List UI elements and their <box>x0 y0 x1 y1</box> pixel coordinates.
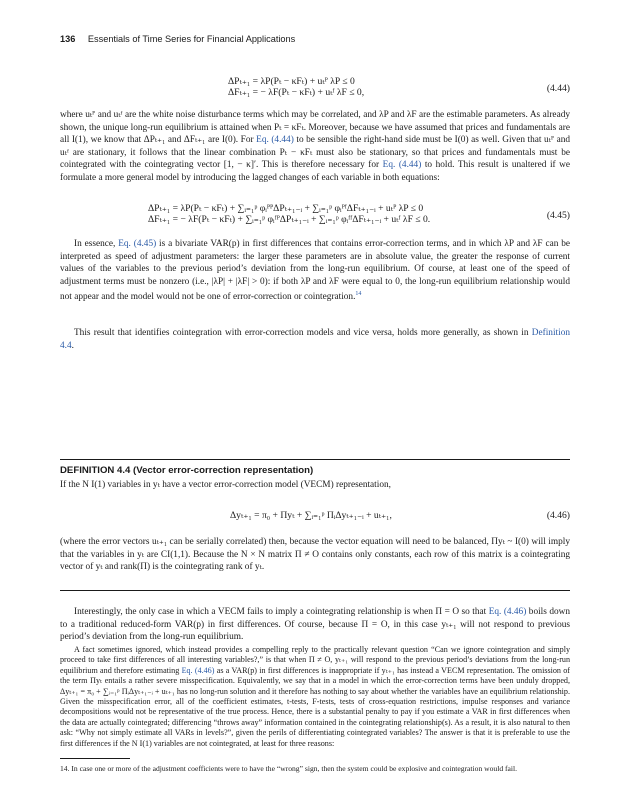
definition-bottom-rule <box>60 590 570 591</box>
book-title: Essentials of Time Series for Financial Applications <box>87 34 296 44</box>
equation-number-4-46: (4.46) <box>546 510 570 521</box>
text: A fact sometimes ignored, which instead provides a compelling reply to the practically relevant question “Can we ignore cointegration and simply proceed to take first differences of all interesting variables?,” is that when Π ≠ O, yₜ₊₁ will respond to the previous period’s deviations from the long-run equilibrium and therefore estimating <box>60 645 570 675</box>
eq-4-44-link[interactable]: Eq. (4.44) <box>256 135 294 146</box>
equation-4-45 <box>148 203 430 225</box>
paragraph-speed-of-adjustment <box>60 238 570 304</box>
paragraph-definition-intro <box>60 327 570 352</box>
text: to hold. This result is unaltered if we formulate a more general model by introducing the lagged changes of each variable in both equations: <box>60 160 571 183</box>
definition-body: (where the error vectors uₜ₊₁ can be serially correlated) then, because the vector equation will need to be balanced, Πyₜ ~ I(0) will imply that the variables in yₜ are CI(1,1). Because the N × N matrix Π ≠ O contains only constants, each row of this matrix is a cointegrating vector of yₜ and rank(Π) is the cointegrating rank of yₜ. <box>60 537 570 573</box>
paragraph-ignore-cointegration <box>60 645 570 749</box>
definition-title: DEFINITION 4.4 (Vector error-correction representation) <box>60 465 314 476</box>
text: This result that identifies cointegration with error-correction models and vice versa, holds more generally, as shown in <box>74 328 532 338</box>
footnote-rule <box>60 758 130 759</box>
definition-intro: If the N I(1) variables in yₜ have a vector error-correction model (VECM) representation, <box>60 480 391 490</box>
text: . <box>71 340 74 351</box>
footnote-14: 14. In case one or more of the adjustment coefficients were to have the “wrong” sign, then the system could be explosive and cointegration would fail. <box>60 764 518 773</box>
equation-4-46: Δyₜ₊₁ = π₀ + Πyₜ + ∑ᵢ₌₁ᵖ ΠᵢΔyₜ₊₁₋ᵢ + uₜ₊₁, <box>230 510 392 521</box>
definition-4-4-link[interactable]: Definition 4.4 <box>60 328 570 351</box>
text: In essence, <box>74 239 119 249</box>
eq-4-45-link[interactable]: Eq. (4.45) <box>118 239 157 249</box>
equation-number-4-44: (4.44) <box>546 83 570 94</box>
eq-4-44-link[interactable]: Eq. (4.44) <box>382 160 422 171</box>
equation-4-44-line-2: ΔFₜ₊₁ = − λF(Pₜ − κFₜ) + uₜᶠ λF ≤ 0, <box>228 87 365 98</box>
text: to be sensible the right-hand side must be I(0) as well. Given that uₜᴾ and uₜᶠ are stationary, it follows that the linear combination Pₜ − κFₜ must also be stationary, so that prices and fundamentals must be cointegrated with the cointegrating vector [1, − κ]′. This is therefore necessary for <box>60 135 571 171</box>
equation-4-44 <box>228 76 364 98</box>
equation-4-45-line-1: ΔPₜ₊₁ = λP(Pₜ − κFₜ) + ∑ᵢ₌₁ᵖ φᵢᴾᴾΔPₜ₊₁₋ᵢ + ∑ᵢ₌₁ᵖ φᵢᴾᶠΔFₜ₊₁₋ᵢ + uₜᴾ λP ≤ 0 <box>148 203 424 214</box>
eq-4-46-link[interactable]: Eq. (4.46) <box>181 665 215 675</box>
text: as a VAR(p) in first differences is inappropriate if yₜ₊₁ has instead a VECM representation. The omission of the term Πyₜ entails a rather severe misspecification. Equivalently, we say that in a model in which the error-correction terms have been unduly dropped, Δyₜ₊₁ = π₀ + ∑ᵢ₌₁ᵖ ΠᵢΔyₜ₊₁₋ᵢ + uₜ₊₁ has no long-run solution and it therefore has nothing to say about whether the variables have an equilibrium relationship. Given the misspecification error, all of the coefficient estimates, t-tests, F-tests, tests of cross-equation restrictions, impulse responses and variance decompositions would not be representative of the true process. Hence, there is a substantial penalty to pay if you estimate a VAR in first differences when the data are actually cointegrated; differencing “throws away” information contained in the cointegrating relationship(s). As a result, it is also natural to then ask: “Why not simply estimate all VARs in levels?”, given the perils of differentiating cointegrated variables? The answer is that it is preferable to use the first differences if the N I(1) variables are not cointegrated, at least for three reasons: <box>60 665 570 748</box>
text: boils down to a traditional reduced-form VAR(p) in first differences. Of course, because Π = O, in this case yₜ₊₁ will not respond to previous period’s deviation from the long-run equilibrium. <box>60 607 571 643</box>
paragraph-eq-4-44-explanation <box>60 109 570 185</box>
equation-number-4-45: (4.45) <box>546 210 570 221</box>
text: where uₜᴾ and uₜᶠ are the white noise disturbance terms which may be correlated, and λP and λF are the estimable parameters. As already shown, the unique long-run equilibrium is attained when Pₜ = κFₜ. Moreover, because we have assumed that prices and fundamentals are all I(1), we know that ΔPₜ₊₁ and ΔFₜ₊₁ are I(0). For <box>60 110 570 146</box>
definition-top-rule <box>60 459 570 460</box>
page-number: 136 <box>60 34 76 44</box>
paragraph-vecm-failure <box>60 606 570 644</box>
equation-4-44-line-1: ΔPₜ₊₁ = λP(Pₜ − κFₜ) + uₜᴾ λP ≤ 0 <box>228 76 355 87</box>
running-head <box>60 34 570 44</box>
footnote-ref-14[interactable]: 14 <box>355 291 362 298</box>
text: Interestingly, the only case in which a VECM fails to imply a cointegrating relationship is when Π = O so that <box>74 607 489 617</box>
equation-4-45-line-2: ΔFₜ₊₁ = − λF(Pₜ − κFₜ) + ∑ᵢ₌₁ᵖ φᵢᶠᴾΔPₜ₊₁₋ᵢ + ∑ᵢ₌₁ᵖ φᵢᶠᶠΔFₜ₊₁₋ᵢ + uₜᶠ λF ≤ 0. <box>148 214 431 225</box>
eq-4-46-link[interactable]: Eq. (4.46) <box>488 607 527 617</box>
text: is a bivariate VAR(p) in first differences that contains error-correction terms, and in which λP and λF can be interpreted as speed of adjustment parameters: the larger these parameters are in absolute value, the greater the response of current values of the variables to the previous period’s deviation from the long-run equilibrium. Of course, at least one of the speed of adjustment terms must be nonzero (i.e., |λP| + |λF| > 0): if both λP and λF were equal to 0, the long-run equilibrium relationship would not appear and the model would not be one of error-correction or cointegration. <box>60 239 571 303</box>
